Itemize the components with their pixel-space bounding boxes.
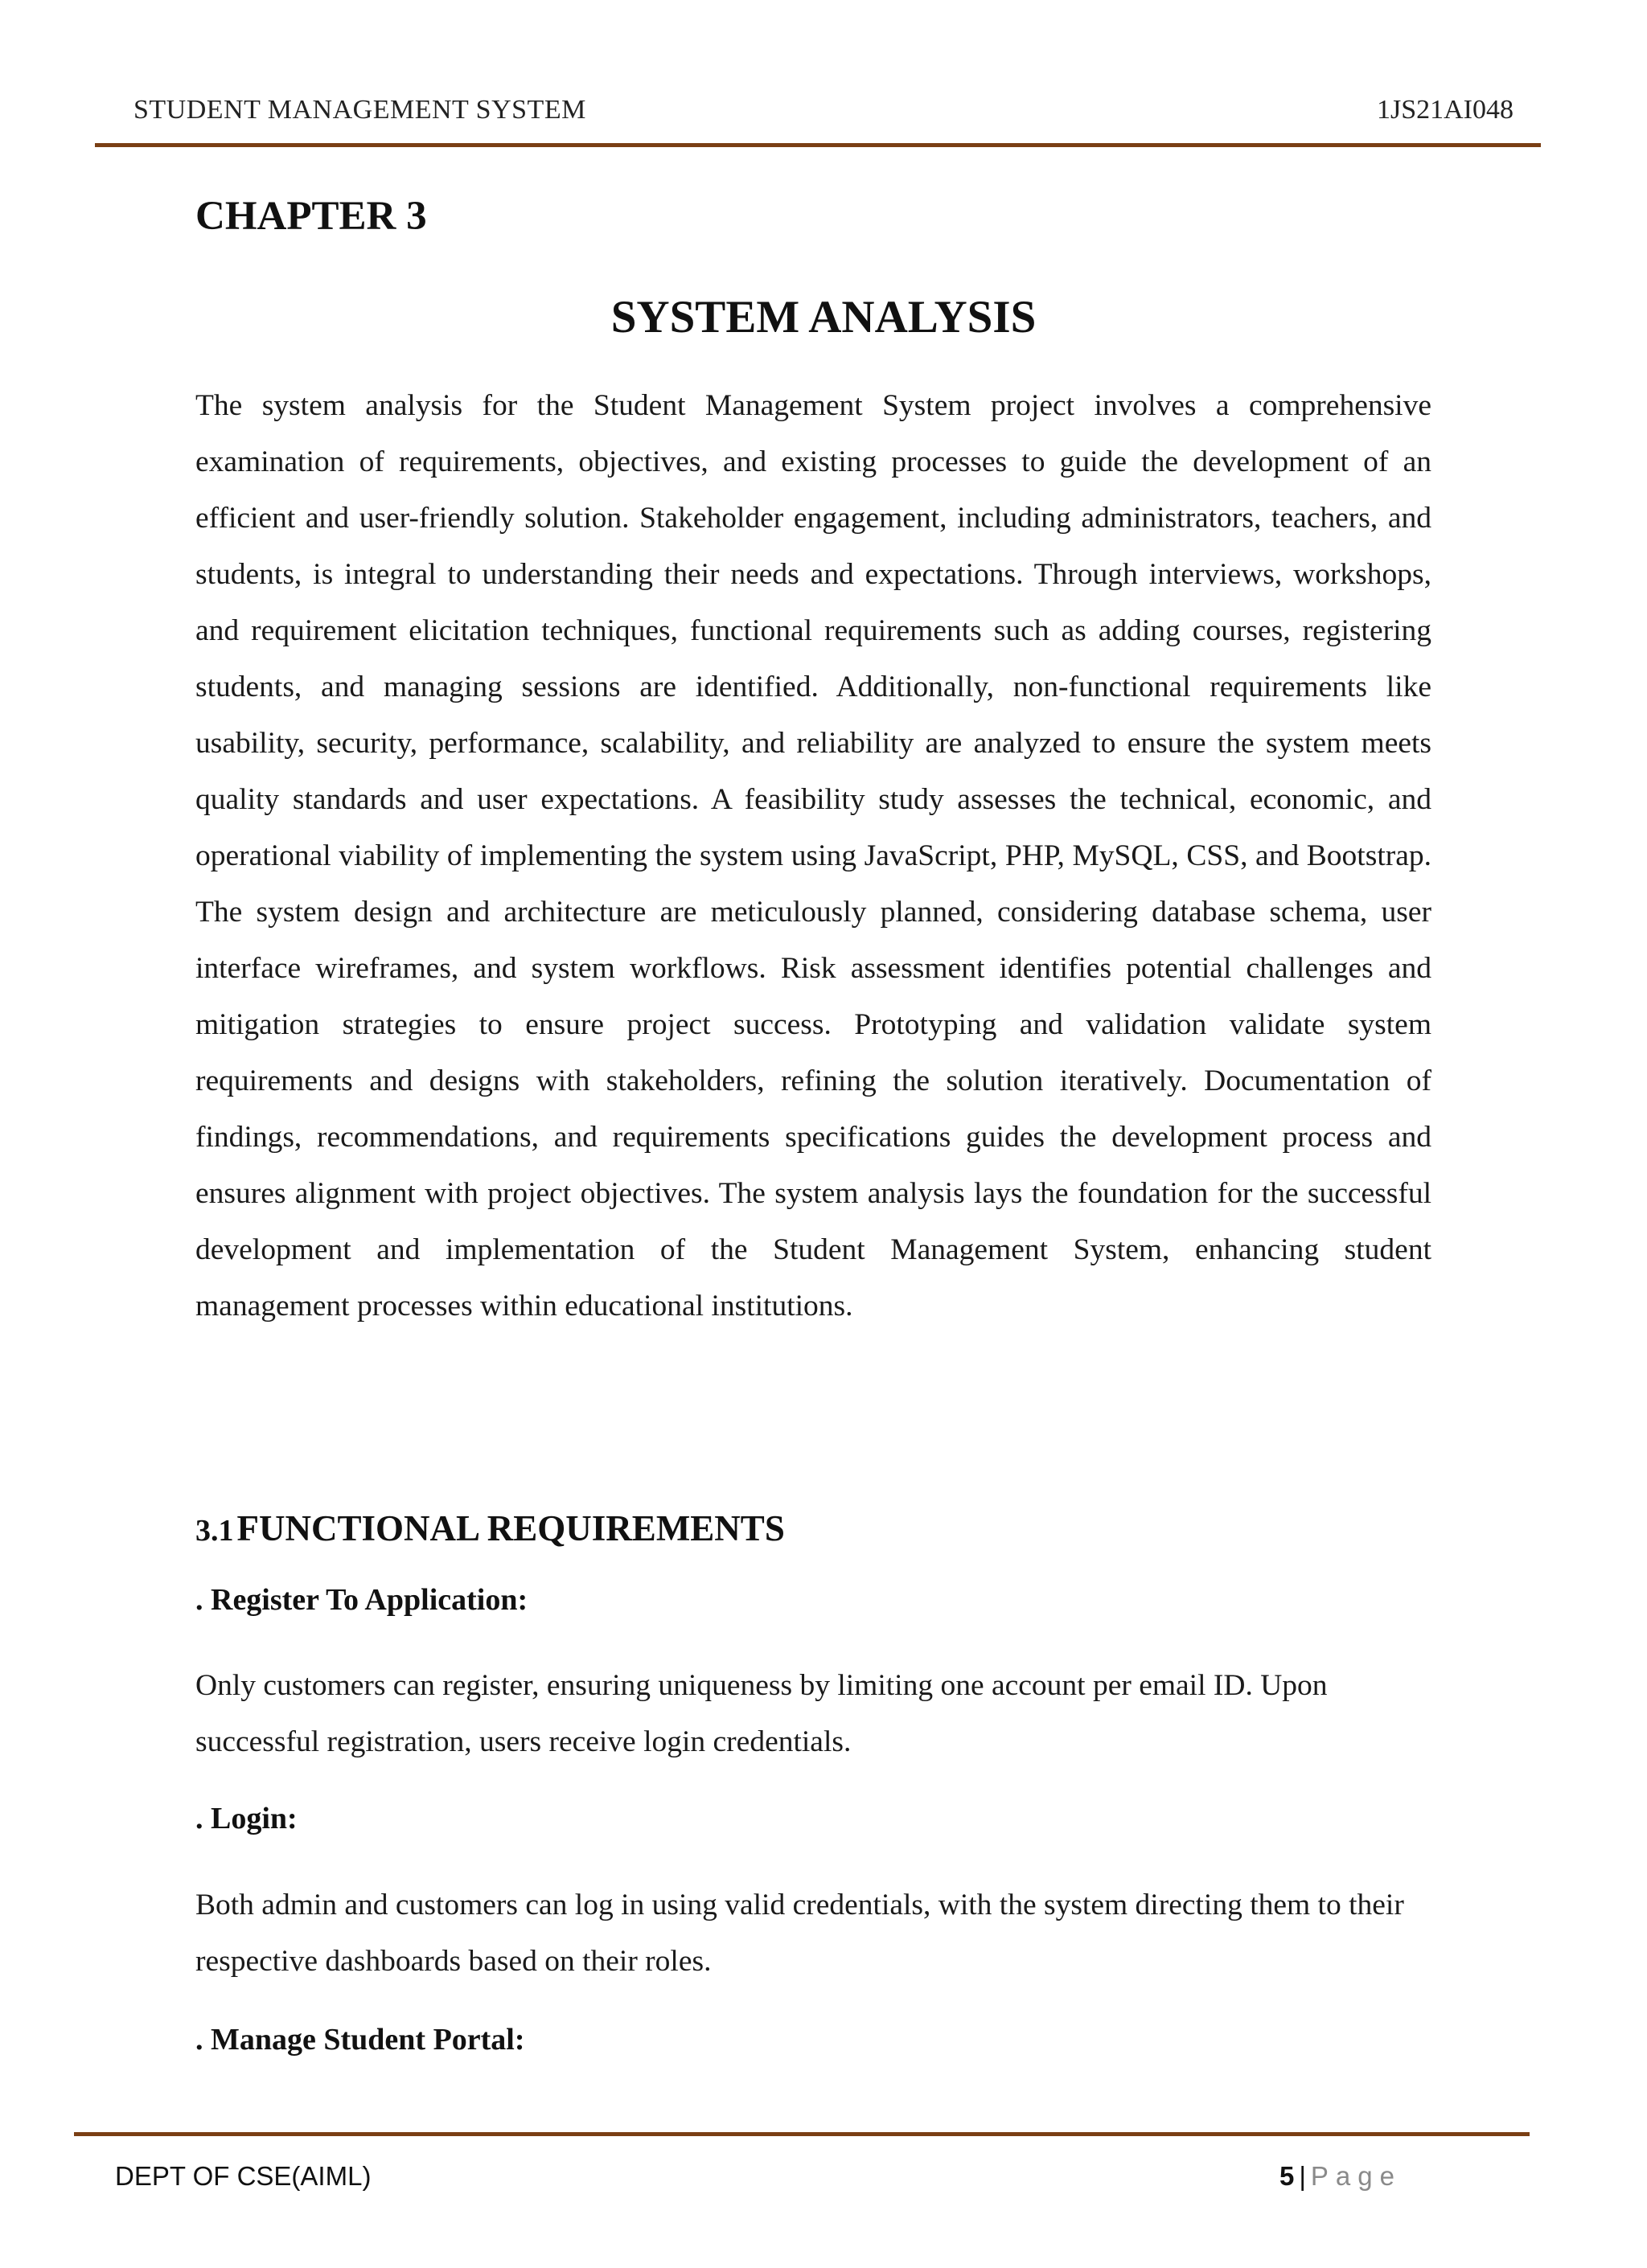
requirement-text-register: Only customers can register, ensuring uniqueness by limiting one account per email ID. Upon successful registration, users receive login credentials. [195,1669,1328,1758]
chapter-title: SYSTEM ANALYSIS [610,292,1037,342]
section-title: FUNCTIONAL REQUIREMENTS [236,1508,785,1548]
intro-paragraph: The system analysis for the Student Management System project involves a comprehensive examination of requirements, objectives, and existing processes to guide the development of an efficient and user-friendly solution. Stakeholder engagement, including administrators, teachers, and students, is integral to understanding their needs and expectations. Through interviews, workshops, and requirement elicitation techniques, functional requirements such as adding courses, registering students, and managing sessions are identified. Additionally, non-functional requirements like usability, security, performance, scalability, and reliability are analyzed to ensure the system meets quality standards and user expectations. A feasibility study assesses the technical, economic, and operational viability of implementing the system using JavaScript, PHP, MySQL, CSS, and Bootstrap. The system design and architecture are meticulously planned, considering database schema, user interface wireframes, and system workflows. Risk assessment identifies potential challenges and mitigation strategies to ensure project success. Prototyping and validation validate system requirements and designs with stakeholders, refining the solution iteratively. Documentation of findings, recommendations, and requirements specifications guides the development process and ensures alignment with project objectives. The system analysis lays the foundation for the successful development and implementation of the Student Management System, enhancing student management processes within educational institutions. [195,389,1431,1323]
page-separator: | [1299,2161,1306,2191]
header-title: STUDENT MANAGEMENT SYSTEM [133,95,586,125]
requirement-heading-login: . Login: [195,1802,298,1835]
footer-divider [74,2132,1530,2136]
requirement-heading-register: . Register To Application: [195,1583,528,1617]
header-code: 1JS21AI048 [1376,95,1514,125]
header-divider [95,143,1541,147]
footer-department: DEPT OF CSE(AIML) [115,2161,372,2191]
requirement-heading-student-portal: . Manage Student Portal: [195,2023,525,2057]
section-number: 3.1 [195,1514,234,1548]
page-word: Page [1310,2161,1402,2191]
chapter-label: CHAPTER 3 [195,194,427,239]
requirement-text-login: Both admin and customers can log in using valid credentials, with the system directing them to their respective dashboards based on their roles. [195,1889,1404,1978]
section-heading [195,1507,785,1549]
page-number: 5 [1279,2161,1295,2191]
footer-page-indicator [1279,2161,1402,2192]
